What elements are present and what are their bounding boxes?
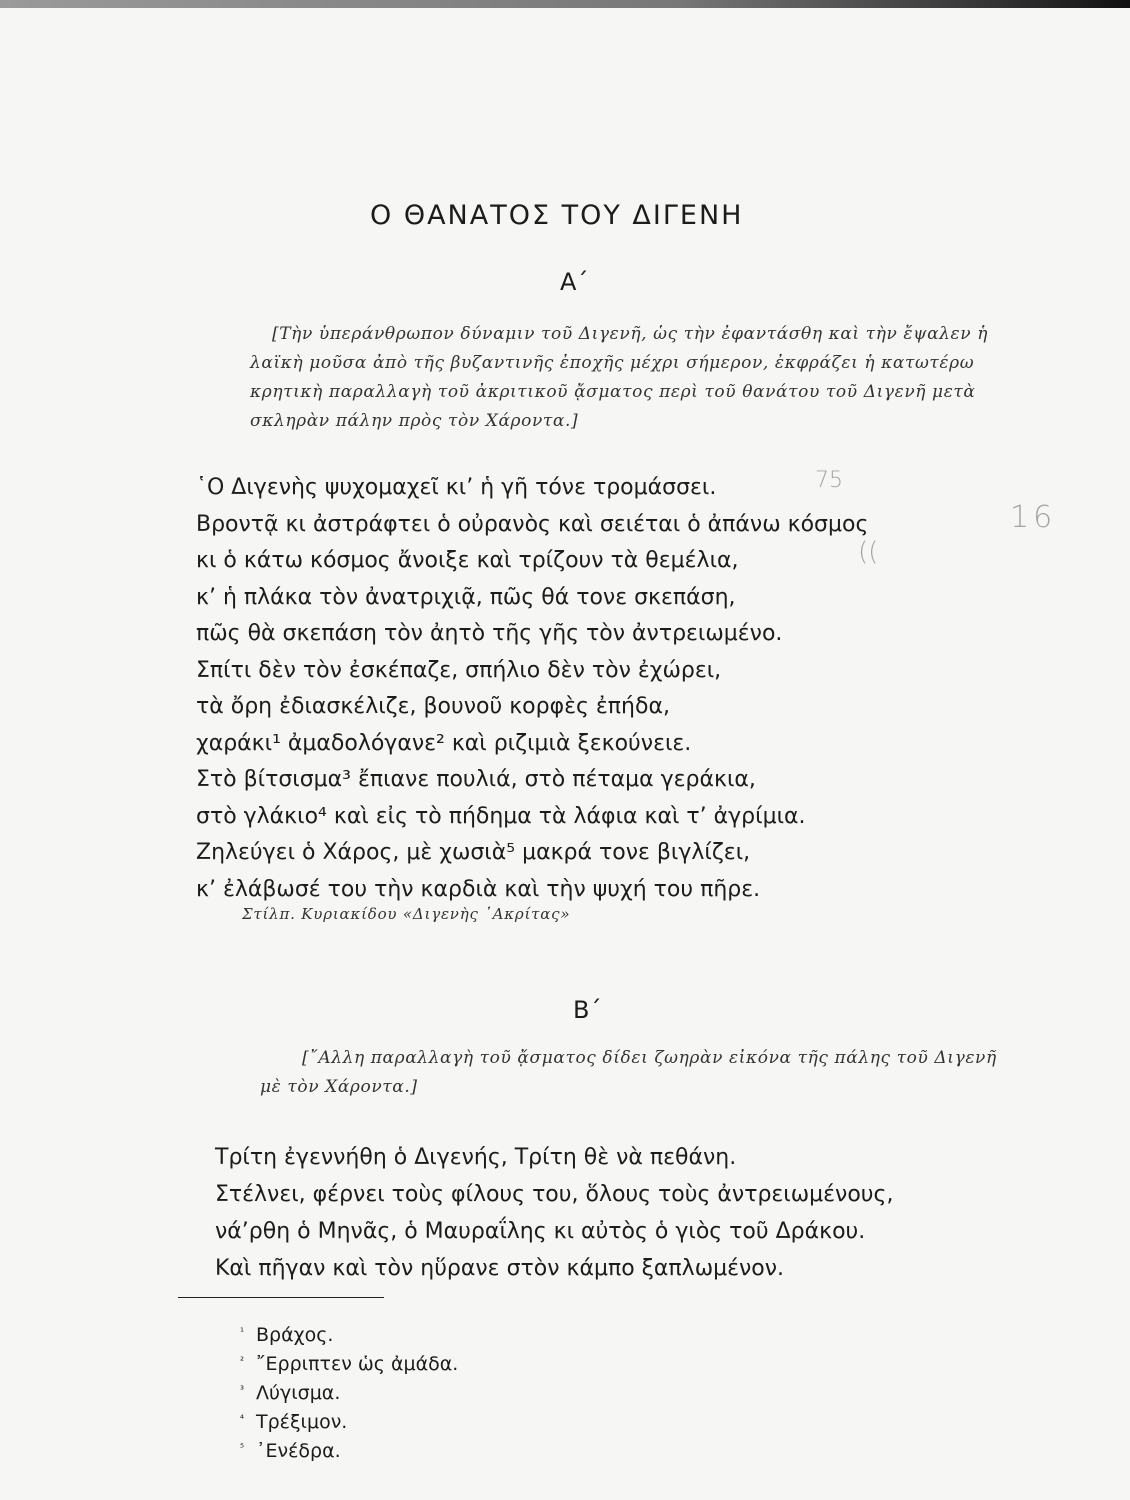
verse-line: ῾Ο Διγενὴς ψυχομαχεῖ κι’ ἡ γῆ τόνε τρομάσσει.	[196, 475, 717, 500]
verse-line: κ’ ἐλάβωσέ του τὴν καρδιὰ καὶ τὴν ψυχή του πῆρε.	[196, 876, 761, 902]
verse-line: στὸ γλάκιο⁴ καὶ εἰς τὸ πήδημα τὰ λάφια καὶ τ’ ἀγρίμια.	[196, 803, 806, 829]
handwritten-note: 75	[815, 468, 843, 493]
footnote-text: ᾽Ενέδρα.	[256, 1440, 341, 1462]
section-b-label: Β΄	[573, 996, 602, 1024]
handwritten-note: ((	[858, 537, 879, 567]
section-b-verses	[215, 1139, 893, 1287]
footnote-number: ²	[240, 1356, 245, 1367]
source-citation: Στίλπ. Κυριακίδου «Διγενὴς ᾽Ακρίτας»	[242, 905, 571, 923]
verse-line: Τρίτη ἐγεννήθη ὁ Διγενής, Τρίτη θὲ νὰ πεθάνη.	[215, 1145, 737, 1170]
footnote-item	[240, 1405, 458, 1434]
footnote-text: Τρέξιμον.	[256, 1411, 348, 1433]
footnotes-list	[240, 1318, 458, 1463]
footnote-text: Βράχος.	[256, 1324, 334, 1346]
section-a-label: Α΄	[560, 268, 589, 296]
verse-line: κι ὁ κάτω κόσμος ἄνοιξε καὶ τρίζουν τὰ θεμέλια,	[196, 548, 739, 573]
verse-line: Στὸ βίτσισμα³ ἔπιανε πουλιά, στὸ πέταμα γεράκια,	[196, 767, 756, 792]
verse-line: κ’ ἡ πλάκα τὸν ἀνατριχιᾷ, πῶς θά τονε σκεπάση,	[196, 584, 736, 610]
verse-line: χαράκι¹ ἀμαδολόγανε² καὶ ριζιμιὰ ξεκούνειε.	[196, 730, 692, 756]
verse-line: νά’ρθη ὁ Μηνᾶς, ὁ Μαυραΐλης κι αὐτὸς ὁ γιὸς τοῦ Δράκου.	[215, 1219, 866, 1244]
footnote-number: ⁵	[240, 1443, 245, 1454]
handwritten-note: 16	[1010, 500, 1057, 535]
footnote-item	[240, 1376, 458, 1405]
section-b-intro: [῎Αλλη παραλλαγὴ τοῦ ᾄσματος δίδει ζωηρὰν εἰκόνα τῆς πάλης τοῦ Διγενῆ μὲ τὸν Χάροντα.]	[260, 1048, 997, 1097]
footnote-text: Λύγισμα.	[256, 1382, 341, 1404]
verse-line: Ζηλεύγει ὁ Χάρος, μὲ χωσιὰ⁵ μακρά τονε βιγλίζει,	[196, 840, 751, 865]
section-a-intro: [Τὴν ὑπεράνθρωπον δύναμιν τοῦ Διγενῆ, ὡς τὴν ἐφαντάσθη καὶ τὴν ἔψαλεν ἡ λαϊκὴ μοῦσα ἀπὸ τῆς βυζαντινῆς ἐποχῆς μέχρι σήμερον, ἐκφράζει ἡ κατωτέρω κρητικὴ παραλλαγὴ τοῦ ἀκριτικοῦ ᾄσματος περὶ τοῦ θανάτου τοῦ Διγενῆ μετὰ σκληρὰν πάλην πρὸς τὸν Χάροντα.]	[250, 324, 988, 431]
section-a-verses	[196, 470, 868, 908]
footnote-number: ³	[240, 1385, 245, 1396]
footnote-item	[240, 1347, 458, 1376]
verse-line: Καὶ πῆγαν καὶ τὸν ηὕρανε στὸν κάμπο ξαπλωμένον.	[215, 1256, 785, 1281]
footnote-item	[240, 1318, 458, 1347]
verse-line: Βροντᾷ κι ἀστράφτει ὁ οὐρανὸς καὶ σειέται ὁ ἀπάνω κόσμος	[196, 511, 869, 537]
verse-line: Στέλνει, φέρνει τοὺς φίλους του, ὅλους τοὺς ἀντρειωμένους,	[215, 1182, 894, 1207]
footnote-divider	[178, 1297, 384, 1298]
footnote-text: ῎Ερριπτεν ὡς ἀμάδα.	[256, 1353, 459, 1375]
verse-line: Σπίτι δὲν τὸν ἐσκέπαζε, σπήλιο δὲν τὸν ἐχώρει,	[196, 657, 722, 683]
verse-line: πῶς θὰ σκεπάση τὸν ἀητὸ τῆς γῆς τὸν ἀντρειωμένο.	[196, 621, 783, 646]
verse-line: τὰ ὄρη ἐδιασκέλιζε, βουνοῦ κορφὲς ἐπήδα,	[196, 694, 670, 719]
footnote-item	[240, 1434, 458, 1463]
footnote-number: ⁴	[240, 1414, 245, 1425]
footnote-number: ¹	[240, 1327, 245, 1338]
page-title: Ο ΘΑΝΑΤΟΣ ΤΟΥ ΔΙΓΕΝΗ	[370, 200, 744, 231]
